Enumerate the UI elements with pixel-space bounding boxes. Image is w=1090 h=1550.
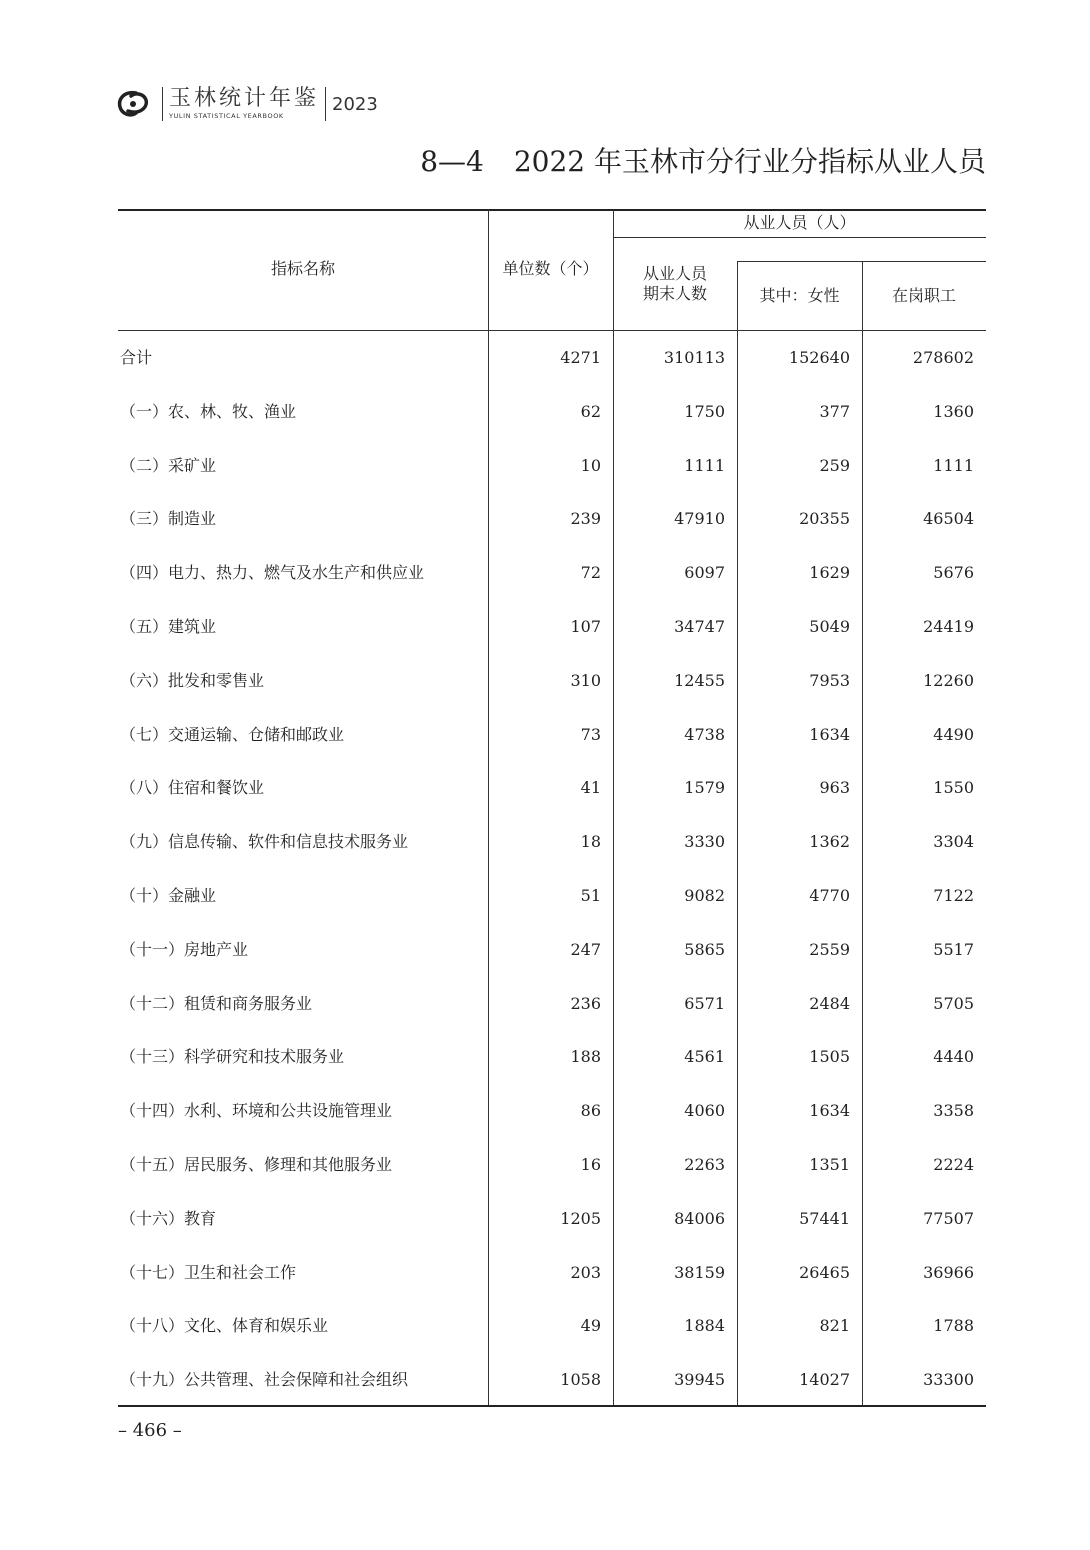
- row-units: 188: [570, 1047, 601, 1067]
- yearbook-logo-icon: [116, 89, 150, 119]
- table-row: [118, 977, 986, 1031]
- row-units: 4271: [560, 348, 601, 367]
- row-name: （五）建筑业: [120, 617, 217, 636]
- row-name: （十）金融业: [120, 886, 217, 905]
- row-end-count: 4060: [684, 1101, 725, 1121]
- row-name: （十七）卫生和社会工作: [120, 1262, 297, 1282]
- row-female: 1629: [809, 563, 850, 583]
- row-female: 1362: [809, 832, 850, 852]
- col-header-units: 单位数（个）: [502, 259, 599, 278]
- header-divider-2: [325, 87, 326, 121]
- brand-year: 2023: [332, 93, 378, 115]
- row-units: 62: [580, 401, 601, 421]
- row-units: 1058: [560, 1370, 601, 1390]
- row-female: 963: [819, 778, 850, 798]
- table-row: [118, 923, 986, 977]
- table-row: [118, 1353, 986, 1407]
- row-end-count: 6571: [684, 993, 725, 1013]
- row-onpost: 3304: [933, 832, 974, 852]
- row-name: 合计: [120, 348, 153, 367]
- row-name: （九）信息传输、软件和信息技术服务业: [120, 832, 409, 852]
- subgroup-rule: [737, 261, 986, 262]
- row-units: 239: [570, 509, 601, 529]
- row-end-count: 12455: [674, 670, 725, 690]
- row-female: 1351: [809, 1155, 850, 1174]
- row-female: 14027: [799, 1370, 850, 1390]
- row-end-count: 5865: [684, 939, 725, 959]
- row-onpost: 24419: [923, 617, 974, 636]
- row-female: 152640: [788, 348, 850, 367]
- col-header-name: 指标名称: [270, 259, 335, 278]
- row-female: 4770: [809, 886, 850, 905]
- row-name: （十三）科学研究和技术服务业: [120, 1047, 345, 1067]
- row-name: （十四）水利、环境和公共设施管理业: [120, 1101, 393, 1121]
- row-units: 86: [580, 1101, 601, 1121]
- row-name: （六）批发和零售业: [120, 670, 265, 690]
- row-end-count: 1111: [684, 455, 725, 475]
- row-female: 1634: [809, 724, 850, 744]
- table-header: [118, 209, 986, 330]
- row-onpost: 46504: [923, 509, 974, 529]
- row-end-count: 6097: [684, 563, 725, 583]
- table-row: [118, 331, 986, 385]
- table-row: [118, 1299, 986, 1353]
- row-onpost: 12260: [923, 670, 974, 690]
- row-onpost: 4490: [933, 724, 974, 744]
- row-onpost: 1788: [933, 1316, 974, 1336]
- row-onpost: 4440: [933, 1047, 974, 1067]
- row-end-count: 9082: [684, 886, 725, 905]
- row-onpost: 7122: [933, 886, 974, 905]
- col-header-onpost: 在岗职工: [891, 286, 956, 305]
- table-number: 8—4: [420, 145, 484, 178]
- row-onpost: 1550: [933, 778, 974, 798]
- brand-block: [169, 88, 319, 120]
- row-end-count: 1884: [684, 1316, 725, 1336]
- table-row: [118, 1138, 986, 1192]
- row-units: 72: [580, 563, 601, 583]
- row-end-count: 34747: [674, 617, 725, 636]
- row-end-count: 4561: [684, 1047, 725, 1067]
- table-row: [118, 1246, 986, 1300]
- row-units: 310: [570, 670, 601, 690]
- row-onpost: 1360: [933, 401, 974, 421]
- row-female: 2559: [809, 939, 850, 959]
- row-units: 73: [580, 724, 601, 744]
- row-name: （八）住宿和餐饮业: [120, 778, 265, 798]
- col-header-female: 其中：女性: [759, 286, 840, 305]
- row-onpost: 1111: [933, 455, 974, 475]
- brand-en: YULIN STATISTICAL YEARBOOK: [169, 112, 284, 120]
- row-onpost: 3358: [933, 1101, 974, 1121]
- row-female: 7953: [809, 670, 850, 690]
- row-name: （十八）文化、体育和娱乐业: [120, 1316, 329, 1336]
- row-end-count: 39945: [674, 1370, 725, 1390]
- row-name: （十五）居民服务、修理和其他服务业: [120, 1155, 393, 1174]
- table-row: [118, 1084, 986, 1138]
- table-bottom-rule: [118, 1405, 986, 1407]
- row-onpost: 77507: [923, 1208, 974, 1228]
- table-row: [118, 600, 986, 654]
- row-end-count: 310113: [663, 348, 725, 367]
- running-header: [116, 84, 378, 124]
- row-female: 5049: [809, 617, 850, 636]
- row-female: 377: [819, 401, 850, 421]
- row-name: （十一）房地产业: [120, 939, 249, 959]
- row-female: 26465: [799, 1262, 850, 1282]
- row-name: （七）交通运输、仓储和邮政业: [120, 724, 345, 744]
- row-units: 107: [570, 617, 601, 636]
- row-units: 10: [580, 455, 601, 475]
- row-female: 57441: [799, 1208, 850, 1228]
- row-end-count: 1750: [684, 401, 725, 421]
- row-name: （十九）公共管理、社会保障和社会组织: [120, 1370, 409, 1390]
- row-units: 247: [570, 939, 601, 959]
- brand-cn: 玉林统计年鉴: [169, 86, 320, 111]
- row-units: 203: [570, 1262, 601, 1282]
- row-onpost: 2224: [933, 1155, 974, 1174]
- table-row: [118, 708, 986, 762]
- table-row: [118, 439, 986, 493]
- table-row: [118, 654, 986, 708]
- table-row: [118, 815, 986, 869]
- row-female: 1634: [809, 1101, 850, 1121]
- table-title: [420, 140, 986, 180]
- table-row: [118, 869, 986, 923]
- col-header-end-line1: 从业人员: [642, 264, 707, 283]
- row-name: （二）采矿业: [120, 455, 217, 475]
- row-units: 41: [580, 778, 601, 798]
- row-name: （十六）教育: [120, 1208, 217, 1228]
- row-end-count: 84006: [674, 1208, 725, 1228]
- table-row: [118, 1192, 986, 1246]
- row-female: 2484: [809, 993, 850, 1013]
- row-female: 821: [819, 1316, 850, 1336]
- row-name: （一）农、林、牧、渔业: [120, 401, 297, 421]
- row-name: （三）制造业: [120, 509, 217, 529]
- row-units: 49: [580, 1316, 601, 1336]
- col-header-end: [613, 264, 737, 304]
- row-end-count: 4738: [684, 724, 725, 744]
- col-header-group: 从业人员（人）: [743, 213, 856, 232]
- row-onpost: 5705: [933, 993, 974, 1013]
- row-end-count: 3330: [684, 832, 725, 852]
- row-end-count: 1579: [684, 778, 725, 798]
- header-divider: [162, 87, 163, 121]
- table-row: [118, 385, 986, 439]
- row-units: 1205: [560, 1208, 601, 1228]
- table-row: [118, 492, 986, 546]
- row-onpost: 5517: [933, 939, 974, 959]
- row-female: 1505: [809, 1047, 850, 1067]
- row-units: 236: [570, 993, 601, 1013]
- row-units: 18: [580, 832, 601, 852]
- row-name: （四）电力、热力、燃气及水生产和供应业: [120, 563, 425, 583]
- row-end-count: 2263: [684, 1155, 725, 1174]
- row-onpost: 5676: [933, 563, 974, 583]
- row-end-count: 38159: [674, 1262, 725, 1282]
- row-end-count: 47910: [674, 509, 725, 529]
- table-row: [118, 546, 986, 600]
- table-title-text: 2022 年玉林市分行业分指标从业人员: [513, 145, 986, 178]
- row-units: 51: [580, 886, 601, 905]
- row-units: 16: [580, 1155, 601, 1174]
- row-name: （十二）租赁和商务服务业: [120, 993, 313, 1013]
- row-female: 259: [819, 455, 850, 475]
- row-onpost: 33300: [923, 1370, 974, 1390]
- row-onpost: 278602: [912, 348, 974, 367]
- page-number: – 466 –: [118, 1420, 182, 1441]
- table-row: [118, 761, 986, 815]
- table-row: [118, 1030, 986, 1084]
- row-onpost: 36966: [923, 1262, 974, 1282]
- group-underline: [613, 237, 986, 238]
- row-female: 20355: [799, 509, 850, 529]
- col-header-end-line2: 期末人数: [642, 284, 707, 303]
